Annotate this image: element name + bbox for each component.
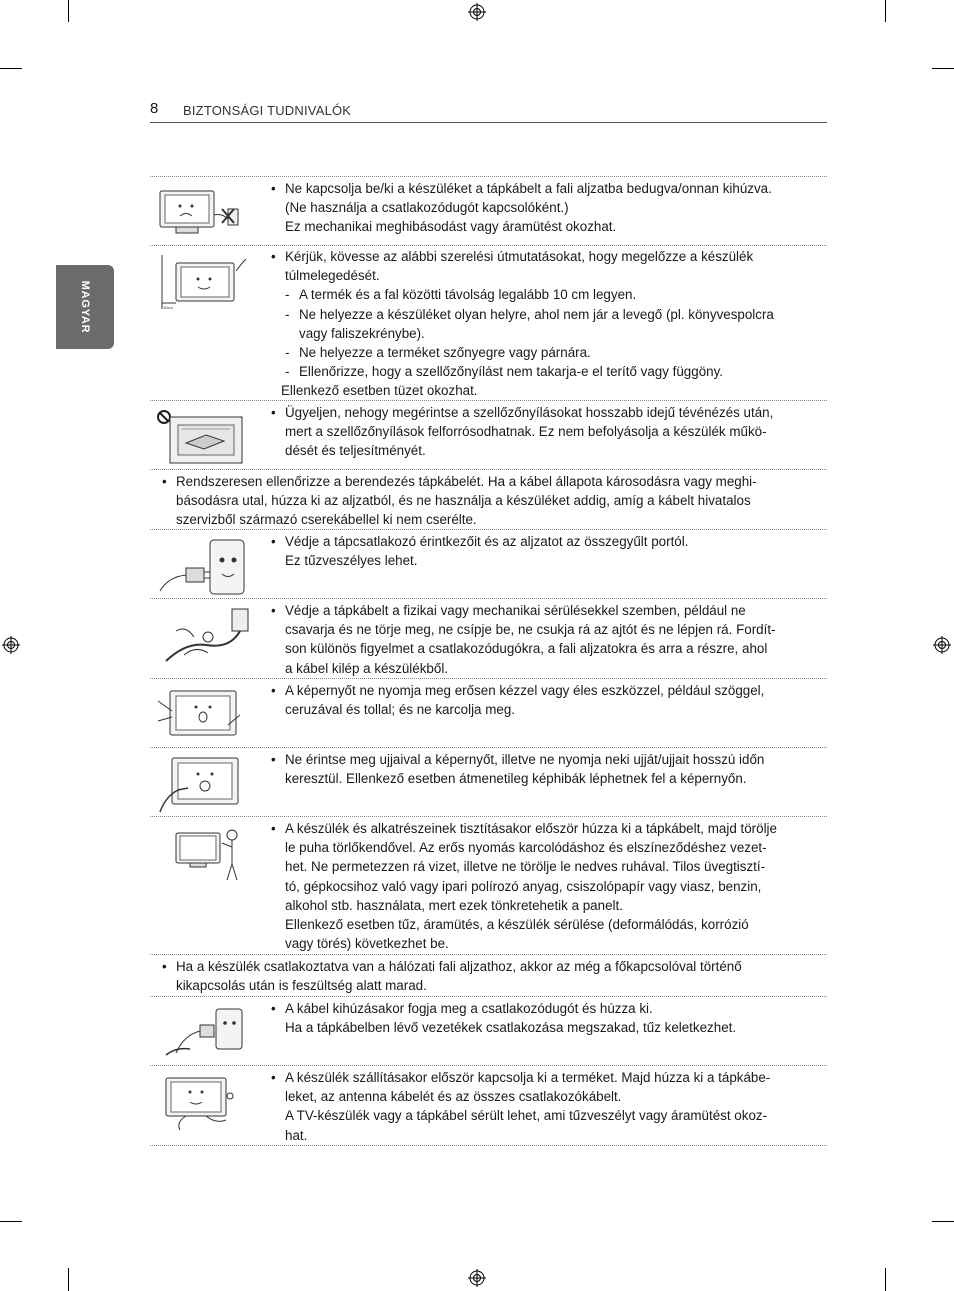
tv-cleaning-icon xyxy=(156,825,250,883)
text-line: son különös figyelmet a csatlakozódugókra, a fali aljzatokra és arra a részre, ahol xyxy=(285,641,768,657)
safety-item xyxy=(150,817,827,955)
plug-pull-icon xyxy=(156,1005,250,1063)
safety-item xyxy=(150,470,827,530)
bullet-line: • Védje a tápkábelt a fizikai vagy mechanikai sérülésekkel szemben, például ne xyxy=(271,601,813,620)
text-line: A TV-készülék vagy a tápkábel sérült lehet, ami tűzveszélyt vagy áramütést okoz- xyxy=(285,1108,768,1124)
text-line: ceruzával és tollal; és ne karcolja meg. xyxy=(285,702,515,718)
bullet-line: • A készülék szállításakor először kapcsolja ki a terméket. Majd húzza ki a tápkábe- xyxy=(271,1068,813,1087)
safety-item xyxy=(150,599,827,679)
safety-item-text xyxy=(271,681,813,719)
text-line: tó, gépkocsihoz való vagy ipari polírozó anyag, csiszolópapír vagy viasz, benzin, xyxy=(285,878,762,894)
text-line: Ellenkező esetben tüzet okozhat. xyxy=(281,383,478,399)
safety-item-text xyxy=(271,403,813,461)
safety-item xyxy=(150,530,827,599)
safety-item-text xyxy=(271,750,813,788)
dusty-plug-icon xyxy=(156,538,250,596)
crop-mark xyxy=(0,68,22,69)
text-line: hat. xyxy=(285,1127,308,1143)
crop-mark xyxy=(932,1221,954,1222)
text-line: leket, az antenna kábelét és az összes csatlakozókábelt. xyxy=(285,1089,622,1105)
tv-unplug-icon xyxy=(156,185,250,243)
text-line: alkohol stb. használata, mert ezek tönkretehetik a panelt. xyxy=(285,897,623,913)
safety-item-text xyxy=(271,999,813,1037)
bullet-line: • Ha a készülék csatlakoztatva van a hálózati fali aljzathoz, akkor az még a főkapcsolóval történő xyxy=(162,957,813,976)
text-line: Ez tűzveszélyes lehet. xyxy=(285,553,418,569)
text-line: Ez mechanikai meghibásodást vagy áramütést okozhat. xyxy=(285,219,617,235)
safety-item-text xyxy=(271,247,813,401)
sub-bullet-line: - Ne helyezze a terméket szőnyegre vagy párnára. xyxy=(271,343,813,362)
bullet-line: • A képernyőt ne nyomja meg erősen kézzel vagy éles eszközzel, például szöggel, xyxy=(271,681,813,700)
safety-item xyxy=(150,176,827,246)
text-line: csavarja és ne törje meg, ne csípje be, ne csukja rá az ajtót és ne lépjen rá. Fordít- xyxy=(285,622,776,638)
text-line: mert a szellőzőnyílások felforrósodhatnak. Ez nem befolyásolja a készülék műkö- xyxy=(285,424,767,440)
safety-item xyxy=(150,245,827,401)
text-line: kikapcsolás után is feszültség alatt marad. xyxy=(176,978,427,994)
page-header xyxy=(150,100,827,123)
bullet-line: • Kérjük, kövesse az alábbi szerelési útmutatásokat, hogy megelőzze a készülék xyxy=(271,247,813,266)
text-line: túlmelegedését. xyxy=(285,268,380,284)
registration-mark-icon xyxy=(468,1269,486,1287)
crop-mark xyxy=(68,0,69,22)
text-line: het. Ne permetezzen rá vizet, illetve ne törölje le nedves ruhával. Tilos üvegtisztí- xyxy=(285,859,766,875)
safety-item xyxy=(150,997,827,1066)
safety-item xyxy=(150,748,827,817)
sub-bullet-line: - Ne helyezze a készüléket olyan helyre, ahol nem jár a levegő (pl. könyvespolcra xyxy=(271,305,813,324)
bullet-line: • Védje a tápcsatlakozó érintkezőit és az aljzatot az összegyűlt portól. xyxy=(271,532,813,551)
crop-mark xyxy=(68,1268,69,1291)
tv-vent-no-touch-icon xyxy=(156,409,250,467)
language-tab-label: MAGYAR xyxy=(79,280,91,334)
crop-mark xyxy=(885,0,886,22)
registration-mark-icon xyxy=(933,636,951,654)
text-line: básodásra utal, húzza ki az aljzatból, és ne használja a készüléket addig, amíg a kábelt hivatalos xyxy=(176,493,751,509)
bullet-line: • A készülék és alkatrészeinek tisztításakor először húzza ki a tápkábelt, majd törölje xyxy=(271,819,813,838)
safety-item xyxy=(150,955,827,997)
safety-item xyxy=(150,1066,827,1146)
text-line: vagy faliszekrénybe). xyxy=(299,325,425,341)
text-line: vagy törés) következhet be. xyxy=(285,936,449,952)
sub-bullet-line: - Ellenőrizze, hogy a szellőzőnyílást nem takarja-e el terítő vagy függöny. xyxy=(271,362,813,381)
crop-mark xyxy=(932,68,954,69)
bullet-line: • A kábel kihúzásakor fogja meg a csatlakozódugót és húzza ki. xyxy=(271,999,813,1018)
svg-text:10cm: 10cm xyxy=(163,305,173,310)
text-line: Ellenkező esetben tűz, áramütés, a készülék sérülése (deformálódás, korrózió xyxy=(285,917,749,933)
cable-damage-icon xyxy=(156,607,250,665)
safety-item-text xyxy=(162,472,813,530)
text-line: dését és teljesítményét. xyxy=(285,443,426,459)
text-line: le puha törlőkendővel. Az erős nyomás karcolódáshoz és elszíneződéshez vezet- xyxy=(285,840,767,856)
language-tab xyxy=(56,265,114,349)
safety-item-text xyxy=(271,601,813,678)
safety-item-text xyxy=(271,179,813,237)
bullet-line: • Rendszeresen ellenőrizze a berendezés tápkábelét. Ha a kábel állapota károsodásra vagy meghi- xyxy=(162,472,813,491)
safety-item-text xyxy=(271,819,813,953)
safety-item-text xyxy=(271,532,813,570)
sub-bullet-line: - A termék és a fal közötti távolság legalább 10 cm legyen. xyxy=(271,285,813,304)
tv-wall-distance-icon xyxy=(156,253,250,311)
safety-item xyxy=(150,679,827,748)
safety-item-text xyxy=(271,1068,813,1145)
section-title: BIZTONSÁGI TUDNIVALÓK xyxy=(183,103,352,118)
crop-mark xyxy=(885,1268,886,1291)
page-number: 8 xyxy=(150,100,159,117)
screen-finger-icon xyxy=(156,756,250,814)
bullet-line: • Ügyeljen, nehogy megérintse a szellőzőnyílásokat hosszabb idejű tévénézés után, xyxy=(271,403,813,422)
bullet-line: • Ne kapcsolja be/ki a készüléket a tápkábelt a fali aljzatba bedugva/onnan kihúzva. xyxy=(271,179,813,198)
registration-mark-icon xyxy=(468,3,486,21)
text-line: keresztül. Ellenkező esetben átmenetileg képhibák léphetnek fel a képernyőn. xyxy=(285,771,747,787)
registration-mark-icon xyxy=(2,636,20,654)
tv-moving-icon xyxy=(156,1074,250,1132)
text-line: a kábel kilép a készülékből. xyxy=(285,660,449,676)
safety-item xyxy=(150,401,827,470)
crop-mark xyxy=(0,1221,22,1222)
screen-press-tool-icon xyxy=(156,687,250,745)
text-line: szervizből származó cserekábellel ki nem cserélte. xyxy=(176,512,477,528)
bullet-line: • Ne érintse meg ujjaival a képernyőt, illetve ne nyomja neki ujját/ujjait hosszú időn xyxy=(271,750,813,769)
text-line: Ha a tápkábelben lévő vezetékek csatlakozása megszakad, tűz keletkezhet. xyxy=(285,1020,737,1036)
text-line: (Ne használja a csatlakozódugót kapcsolóként.) xyxy=(285,200,569,216)
safety-item-text xyxy=(162,957,813,995)
